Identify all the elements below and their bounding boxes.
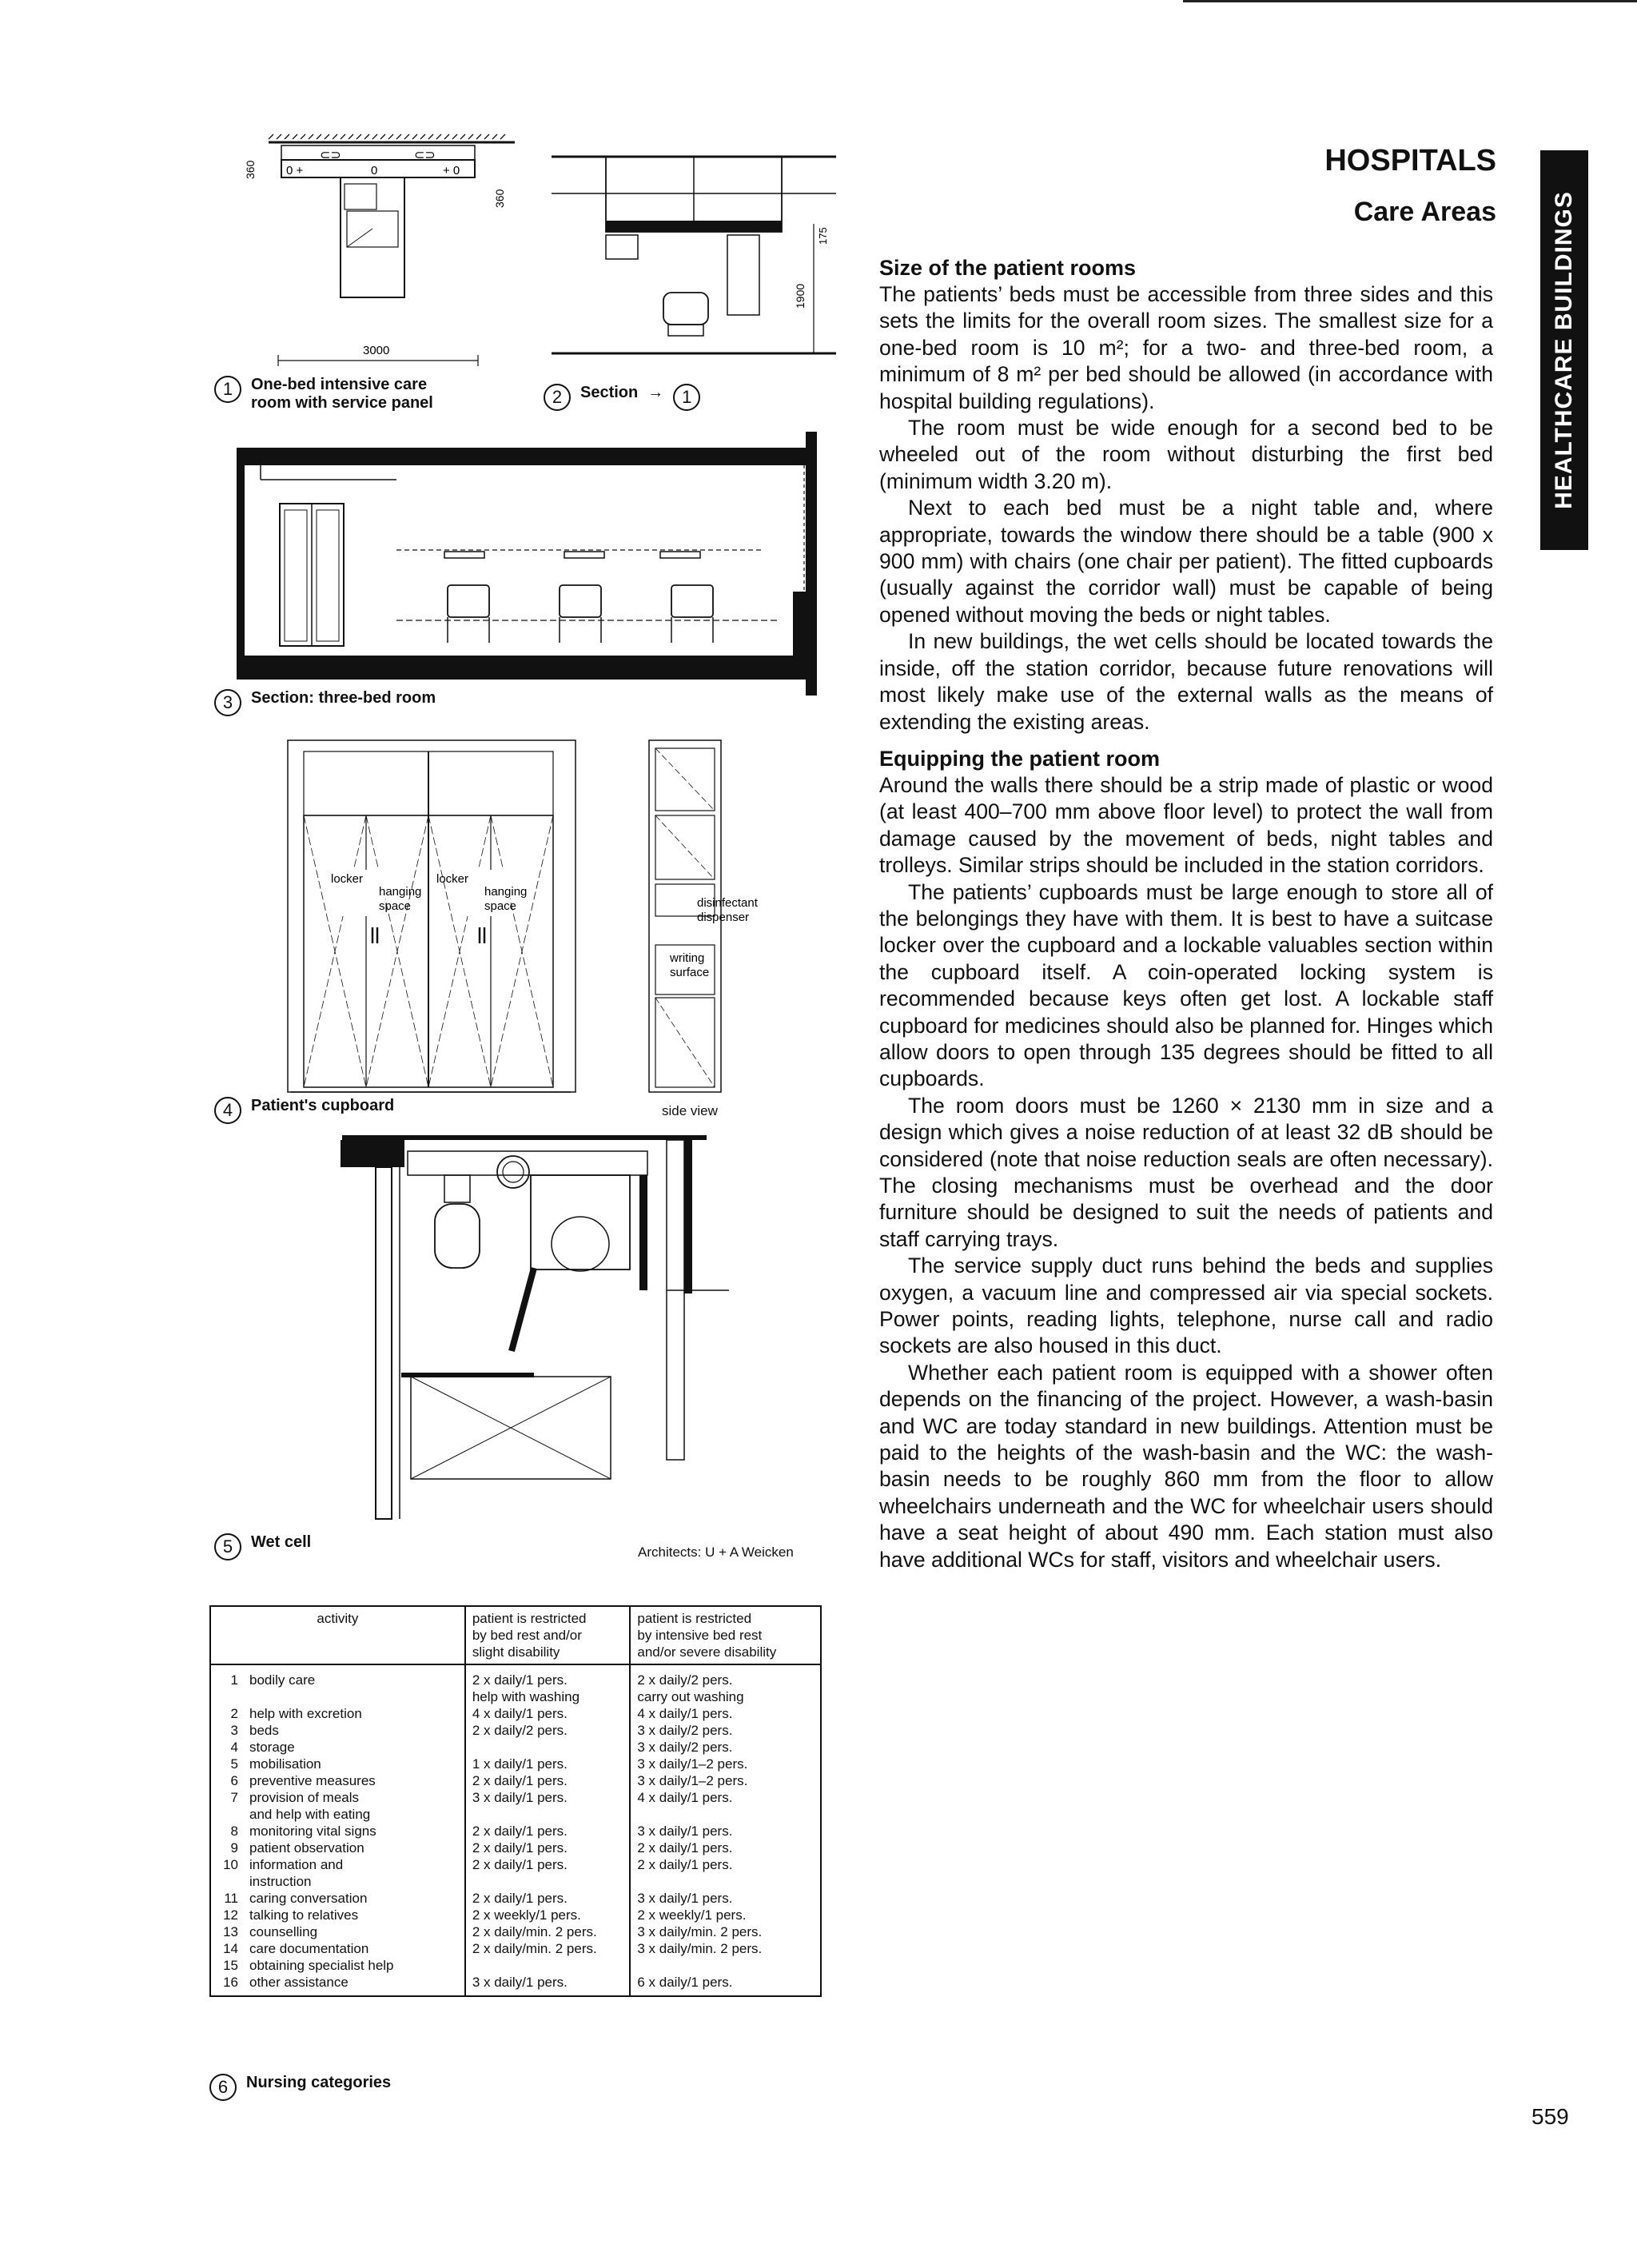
frequency-value: 3 x daily/1 pers. xyxy=(472,1790,568,1805)
activity-label: instruction xyxy=(249,1874,312,1889)
row-number: 13 xyxy=(223,1924,238,1939)
activity-label: information and xyxy=(249,1857,344,1872)
section-tab-label: HEALTHCARE BUILDINGS xyxy=(1551,191,1577,509)
fig4-writing2: surface xyxy=(670,966,710,979)
frequency-value: 1 x daily/1 pers. xyxy=(472,1756,568,1772)
frequency-value: 2 x weekly/1 pers. xyxy=(472,1907,581,1923)
figure-2-caption xyxy=(544,384,700,411)
table-row xyxy=(210,1664,821,1705)
body-text xyxy=(879,254,1493,1573)
row-number: 14 xyxy=(223,1941,238,1956)
heading-room-size: Size of the patient rooms xyxy=(879,256,1137,280)
row-number: 6 xyxy=(230,1773,238,1788)
row-number: 4 xyxy=(230,1740,238,1755)
figure-6-caption xyxy=(209,2074,391,2101)
top-rule xyxy=(1183,0,1637,2)
figure-2-number: 2 xyxy=(544,384,571,411)
figure-2-ref-number: 1 xyxy=(673,384,700,411)
table-header-col-c: patient is restricted by intensive bed rest and/or severe disability xyxy=(630,1606,821,1664)
table-row xyxy=(210,1840,821,1856)
row-number: 5 xyxy=(230,1756,238,1772)
paragraph: The room must be wide enough for a second bed to be wheeled out of the room without disturbing the first bed (minimum width 3.20 m). xyxy=(879,416,1493,493)
fig1-caption-line2: room with service panel xyxy=(251,394,433,412)
paragraph: Next to each bed must be a night table and, where appropriate, towards the window there should be a table (900 x 900 mm) with chairs (one chair per patient). The fitted cupboards (usually against the corridor wall) must be capable of being opened without moving the beds or night tables. xyxy=(879,496,1493,627)
activity-label: mobilisation xyxy=(249,1756,321,1772)
row-number: 3 xyxy=(230,1723,238,1738)
frequency-value: 2 x daily/1 pers. xyxy=(472,1672,568,1688)
fig2-caption-text: Section xyxy=(580,384,639,401)
frequency-value: carry out washing xyxy=(637,1689,744,1704)
fig4-writing1: writing xyxy=(670,951,705,965)
frequency-value: 3 x daily/min. 2 pers. xyxy=(637,1941,763,1956)
frequency-value: 2 x daily/1 pers. xyxy=(472,1857,568,1872)
table-row xyxy=(210,1772,821,1789)
activity-label: and help with eating xyxy=(249,1807,371,1822)
row-number: 7 xyxy=(230,1790,238,1805)
paragraph: The room doors must be 1260 × 2130 mm in size and a design which gives a noise reduction of at least 32 dB should be considered (note that noise reduction seals are often necessary). The closing mechanisms must be overhead and the door furniture should be designed to suit the needs of patients and staff carrying trays. xyxy=(879,1093,1493,1251)
frequency-value: 2 x weekly/1 pers. xyxy=(637,1907,747,1923)
frequency-value: 2 x daily/1 pers. xyxy=(472,1891,568,1906)
fig1-dim-left: 360 xyxy=(244,160,257,179)
table-row xyxy=(210,1974,821,1996)
figure-1-plan xyxy=(237,134,516,374)
fig2-dim-height: 1900 xyxy=(794,283,807,309)
frequency-value: 2 x daily/1 pers. xyxy=(637,1857,733,1872)
fig4-caption-text: Patient's cupboard xyxy=(251,1097,395,1114)
activity-label: patient observation xyxy=(249,1840,364,1855)
fig1-caption-line1: One-bed intensive care xyxy=(251,376,428,393)
fig1-dim-right: 360 xyxy=(493,189,506,208)
svg-text:0 +: 0 + xyxy=(286,164,304,177)
fig4-disinfectant1: disinfectant xyxy=(697,896,758,910)
page-title: HOSPITALS xyxy=(1324,144,1496,177)
frequency-value: 3 x daily/1 pers. xyxy=(472,1975,568,1990)
row-number: 15 xyxy=(223,1958,238,1973)
fig4-locker2: locker xyxy=(436,872,469,886)
fig4-locker1: locker xyxy=(331,872,364,886)
fig4-hanging1b: space xyxy=(379,899,412,913)
fig1-dim-width: 3000 xyxy=(363,344,390,357)
table-row xyxy=(210,1940,821,1957)
frequency-value: 2 x daily/2 pers. xyxy=(472,1723,568,1738)
frequency-value: 3 x daily/2 pers. xyxy=(637,1740,733,1755)
activity-label: provision of meals xyxy=(249,1790,360,1805)
figure-5-caption xyxy=(214,1533,311,1560)
frequency-value: 4 x daily/1 pers. xyxy=(472,1706,568,1721)
row-number: 2 xyxy=(230,1706,238,1721)
frequency-value: 3 x daily/1 pers. xyxy=(637,1891,733,1906)
fig4-hanging2a: hanging xyxy=(484,885,528,899)
page-subtitle: Care Areas xyxy=(1353,197,1496,227)
frequency-value: 3 x daily/1–2 pers. xyxy=(637,1756,748,1772)
row-number: 9 xyxy=(230,1840,238,1855)
table-row xyxy=(210,1739,821,1756)
table-row xyxy=(210,1907,821,1923)
activity-label: caring conversation xyxy=(249,1891,368,1906)
frequency-value: 2 x daily/1 pers. xyxy=(472,1824,568,1839)
paragraph: The patients’ beds must be accessible from three sides and this sets the limits for the overall room sizes. The smallest size for a one-bed room is 10 m²; for a two- and three-bed room, a minimum of 8 m² per bed should be allowed (in accordance with hospital building regulations). xyxy=(879,282,1493,413)
nursing-categories-table xyxy=(209,1605,822,1997)
activity-label: monitoring vital signs xyxy=(249,1824,376,1839)
fig4-disinfectant2: dispenser xyxy=(697,911,750,924)
fig2-dim-top: 175 xyxy=(817,227,829,245)
activity-label: help with excretion xyxy=(249,1706,362,1721)
figure-4-caption xyxy=(214,1097,394,1124)
table-row xyxy=(210,1705,821,1722)
page-number: 559 xyxy=(1531,2104,1569,2129)
section-tab xyxy=(1540,150,1588,550)
frequency-value: 3 x daily/2 pers. xyxy=(637,1723,733,1738)
table-row xyxy=(210,1789,821,1823)
figure-3-number: 3 xyxy=(214,689,241,716)
frequency-value: 3 x daily/1 pers. xyxy=(637,1824,733,1839)
activity-label: care documentation xyxy=(249,1941,369,1956)
activity-label: bodily care xyxy=(249,1672,316,1688)
row-number: 12 xyxy=(223,1907,238,1923)
activity-label: other assistance xyxy=(249,1975,349,1990)
table-header-activity: activity xyxy=(210,1606,465,1664)
paragraph: Whether each patient room is equipped with a shower often depends on the financing of the project. However, a wash-basin and WC are today standard in new buildings. Attention must be paid to the heights of the wash-basin and the WC: the wash-basin needs to be roughly 860 mm from the floor to allow wheelchairs underneath and the WC for wheelchair users should have a seat height of about 490 mm. Each station must also have additional WCs for staff, visitors and wheelchair users. xyxy=(879,1360,1493,1572)
table-row xyxy=(210,1890,821,1907)
row-number: 16 xyxy=(223,1975,238,1990)
frequency-value: 6 x daily/1 pers. xyxy=(637,1975,733,1990)
svg-text:+ 0: + 0 xyxy=(443,164,460,177)
row-number: 10 xyxy=(223,1857,238,1872)
figure-5-wet-cell xyxy=(336,1135,735,1535)
figure-6-number: 6 xyxy=(209,2074,237,2101)
figure-4-cupboard xyxy=(283,735,758,1103)
table-row xyxy=(210,1756,821,1772)
frequency-value: 2 x daily/1 pers. xyxy=(637,1840,733,1855)
table-header-col-b: patient is restricted by bed rest and/or slight disability xyxy=(465,1606,631,1664)
svg-text:0: 0 xyxy=(371,164,378,177)
row-number: 11 xyxy=(224,1891,238,1906)
fig6-caption-text: Nursing categories xyxy=(246,2074,392,2091)
svg-text:⊂⊃: ⊂⊃ xyxy=(320,149,341,162)
figure-5-number: 5 xyxy=(214,1533,241,1560)
figure-3-section xyxy=(237,432,828,696)
arrow-right-icon: → xyxy=(647,384,664,401)
frequency-value: 4 x daily/1 pers. xyxy=(637,1790,733,1805)
activity-label: beds xyxy=(249,1723,279,1738)
paragraph: The patients’ cupboards must be large enough to store all of the belongings they have with them. It is best to have a suitcase locker over the cupboard and a lockable valuables section within the cupboard itself. A coin-operated locking system is recommended because keys often get lost. A lockable staff cupboard for medicines should also be planned for. Hinges which allow doors to open through 135 degrees should be fitted to all cupboards. xyxy=(879,879,1493,1091)
activity-label: preventive measures xyxy=(249,1773,376,1788)
svg-text:⊂⊃: ⊂⊃ xyxy=(414,149,436,162)
activity-label: storage xyxy=(249,1740,295,1755)
frequency-value: 4 x daily/1 pers. xyxy=(637,1706,733,1721)
activity-label: counselling xyxy=(249,1924,318,1939)
figure-1-number: 1 xyxy=(214,376,241,403)
table-row xyxy=(210,1957,821,1974)
figure-4-number: 4 xyxy=(214,1097,241,1124)
frequency-value: 3 x daily/min. 2 pers. xyxy=(637,1924,763,1939)
paragraph: The service supply duct runs behind the beds and supplies oxygen, a vacuum line and compressed air via special sockets. Power points, reading lights, telephone, nurse call and radio sockets are also housed in this duct. xyxy=(879,1254,1493,1358)
paragraph: In new buildings, the wet cells should be located towards the inside, off the station corridor, because future renovations will most likely make use of the external walls as the means of extending the existing areas. xyxy=(879,629,1493,734)
row-number: 8 xyxy=(230,1824,238,1839)
architects-credit: Architects: U + A Weicken xyxy=(638,1545,794,1560)
frequency-value: help with washing xyxy=(472,1689,580,1704)
figure-2-section xyxy=(552,144,839,376)
table-row xyxy=(210,1856,821,1890)
row-number: 1 xyxy=(230,1672,238,1688)
activity-label: obtaining specialist help xyxy=(249,1958,394,1973)
fig4-hanging2b: space xyxy=(484,899,517,913)
fig5-caption-text: Wet cell xyxy=(251,1533,312,1551)
frequency-value: 2 x daily/1 pers. xyxy=(472,1840,568,1855)
fig3-caption-text: Section: three-bed room xyxy=(251,689,436,707)
frequency-value: 2 x daily/min. 2 pers. xyxy=(472,1941,597,1956)
frequency-value: 2 x daily/min. 2 pers. xyxy=(472,1924,597,1939)
fig4-hanging1a: hanging xyxy=(379,885,422,899)
table-row xyxy=(210,1823,821,1840)
figure-1-caption xyxy=(214,376,433,413)
frequency-value: 2 x daily/2 pers. xyxy=(637,1672,733,1688)
frequency-value: 2 x daily/1 pers. xyxy=(472,1773,568,1788)
table-row xyxy=(210,1923,821,1940)
activity-label: talking to relatives xyxy=(249,1907,359,1923)
table-row xyxy=(210,1722,821,1739)
heading-equipping: Equipping the patient room xyxy=(879,746,1160,771)
fig4-side-view-label: side view xyxy=(662,1103,718,1118)
paragraph: Around the walls there should be a strip made of plastic or wood (at least 400–700 mm above floor level) to protect the wall from damage caused by the movement of beds, night tables and trolleys. Similar strips should be included in the station corridors. xyxy=(879,772,1493,878)
figure-3-caption xyxy=(214,689,436,716)
frequency-value: 3 x daily/1–2 pers. xyxy=(637,1773,748,1788)
